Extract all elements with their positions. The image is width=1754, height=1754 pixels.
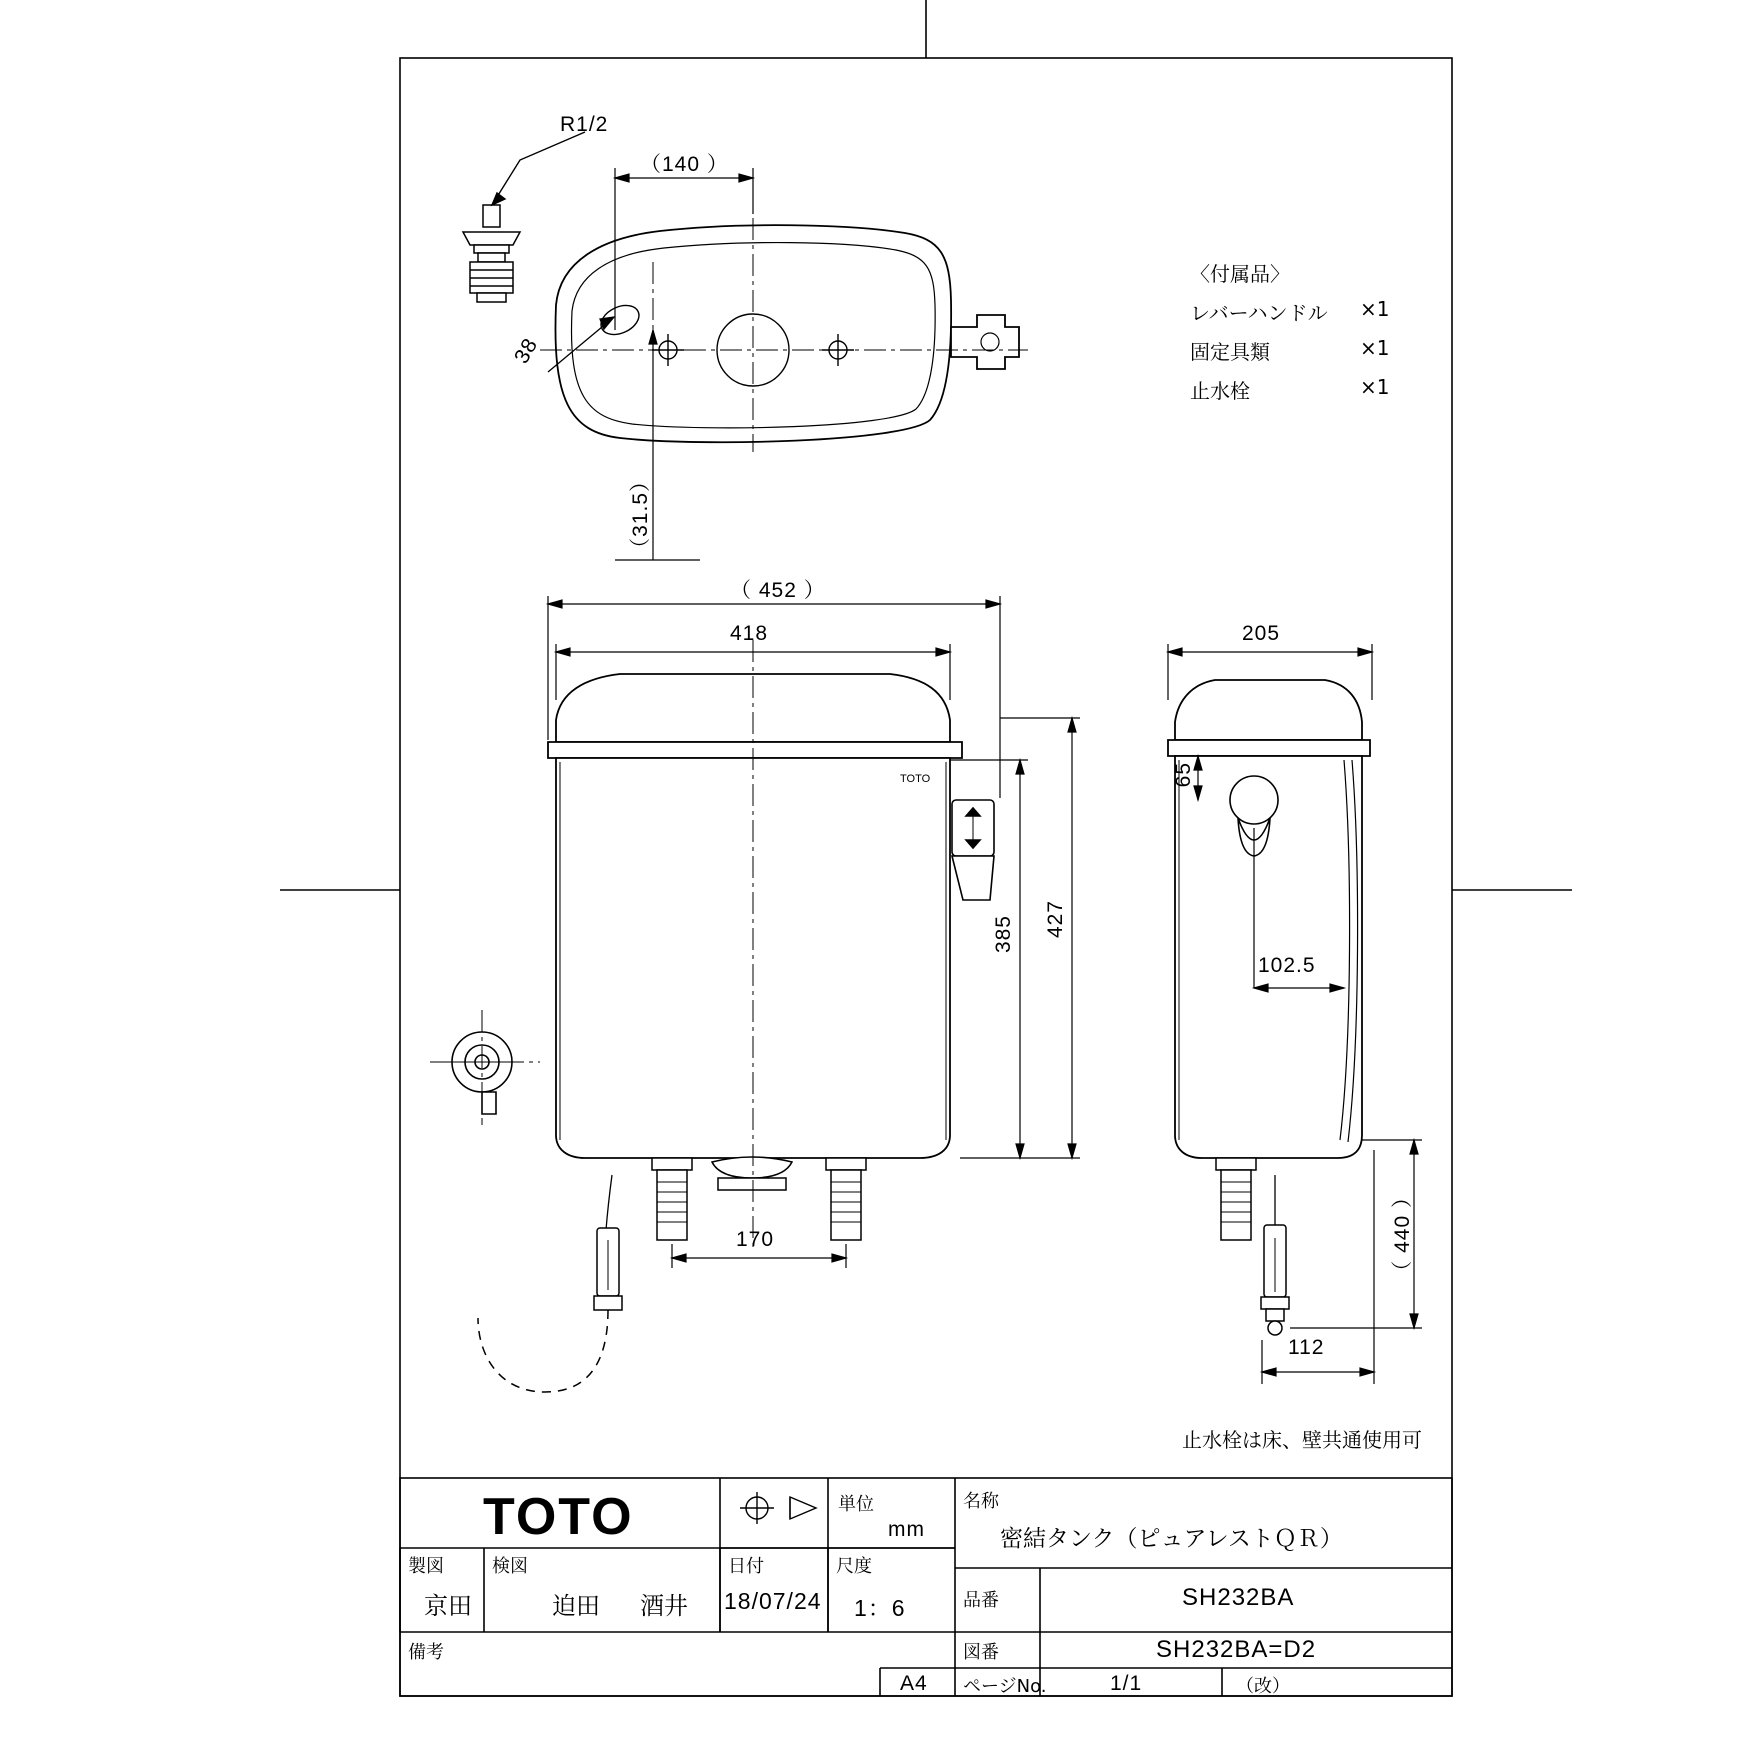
dim-label-112: 112 (1288, 1336, 1325, 1359)
scale-value: 1：6 (854, 1595, 906, 1621)
dim-label-385: 385 (992, 915, 1015, 954)
dim-label-170: 170 (736, 1228, 775, 1251)
dwg-value: SH232BA=D2 (1156, 1636, 1317, 1663)
side-fixing-bolt (1216, 1158, 1256, 1240)
dim-label-205: 205 (1242, 622, 1281, 645)
top-view-outline (555, 225, 1019, 442)
scale-label: 尺度 (836, 1556, 872, 1577)
dwg-label: 図番 (963, 1642, 999, 1663)
front-lever-handle (952, 800, 994, 900)
front-view-tank (548, 674, 962, 1158)
drawn-value: 京田 (424, 1592, 472, 1620)
accessory-item-0-qty: ×1 (1360, 297, 1390, 321)
page-value: 1/1 (1110, 1672, 1143, 1695)
dim-label-31-5: （31.5） (629, 470, 652, 559)
units-value: mm (888, 1518, 925, 1541)
sheet-size-label: A4 (900, 1672, 928, 1695)
dim-label-440: （ 440 ） (1391, 1186, 1414, 1282)
accessory-item-0-name: レバーハンドル (1190, 301, 1328, 325)
dim-label-65: 65 (1172, 762, 1195, 788)
units-label: 単位 (838, 1494, 874, 1515)
checked-value-2: 酒井 (640, 1592, 688, 1620)
accessory-item-2-name: 止水栓 (1190, 379, 1250, 403)
dim-label-452: （ 452 ） (730, 579, 826, 602)
accessory-item-1-name: 固定具類 (1190, 340, 1270, 364)
accessory-item-1-qty: ×1 (1360, 336, 1390, 360)
note-stop-valve: 止水栓は床、壁共通使用可 (1182, 1428, 1422, 1452)
dim-label-r12: R1/2 (560, 113, 609, 136)
side-view-tank (1168, 680, 1370, 1158)
revision-value: （改） (1236, 1676, 1290, 1697)
name-label: 名称 (963, 1491, 999, 1512)
dim-label-427: 427 (1044, 900, 1067, 939)
part-value: SH232BA (1182, 1584, 1295, 1611)
accessories-heading: 〈付属品〉 (1190, 262, 1290, 286)
page-label: ページNo. (963, 1676, 1047, 1697)
supply-hose (478, 1175, 622, 1392)
leader-r12 (492, 132, 585, 205)
dim-label-140: （140 ） (640, 153, 729, 176)
stop-valve-detail (463, 205, 520, 302)
dim-label-102-5: 102.5 (1258, 954, 1316, 977)
name-value: 密結タンク（ピュアレストＱＲ） (1000, 1526, 1343, 1552)
date-label: 日付 (728, 1556, 764, 1577)
svg-text:TOTO: TOTO (900, 773, 931, 785)
drawn-label: 製図 (408, 1556, 444, 1577)
dim-label-418: 418 (730, 622, 769, 645)
checked-value-1: 迫田 (552, 1592, 600, 1620)
projection-symbol (740, 1492, 816, 1524)
remarks-label: 備考 (408, 1642, 444, 1663)
brand-logo: TOTO (483, 1488, 634, 1546)
accessory-item-2-qty: ×1 (1360, 375, 1390, 399)
date-value: 18/07/24 (724, 1588, 822, 1614)
dim-label-38: 38 (510, 334, 543, 368)
part-label: 品番 (963, 1590, 999, 1611)
side-supply-hose (1261, 1175, 1289, 1335)
checked-label: 検図 (492, 1556, 528, 1577)
